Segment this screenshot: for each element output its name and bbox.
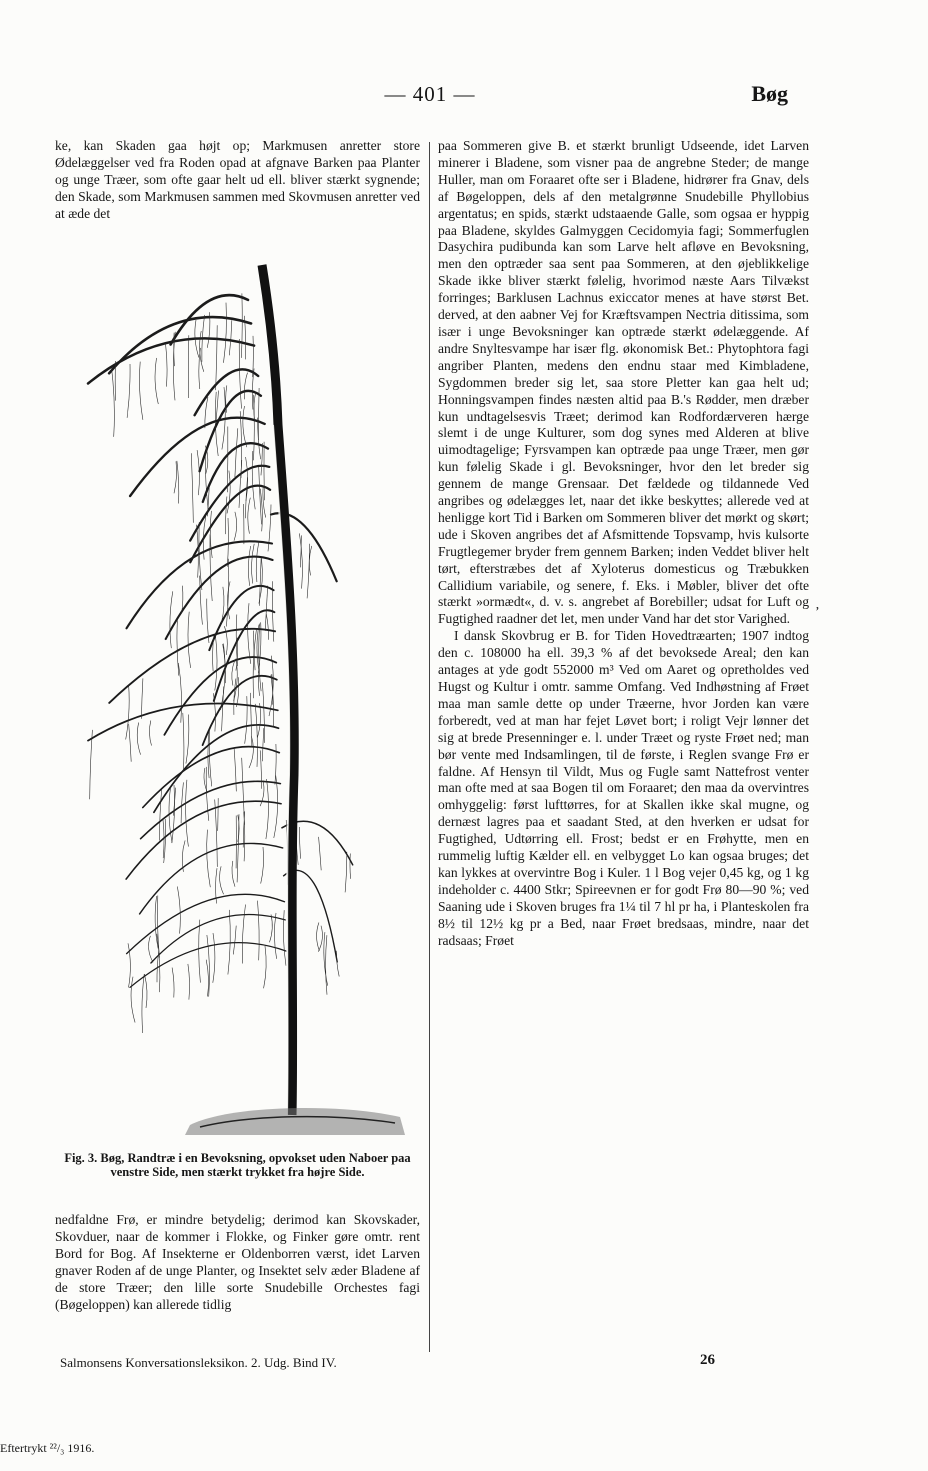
- tree-twig: [241, 293, 242, 358]
- tree-twig: [177, 620, 179, 675]
- tree-twig: [261, 847, 264, 884]
- reprint-note: Eftertrykt ²²/₃ 1916.: [0, 1441, 95, 1455]
- tree-twig: [126, 685, 129, 740]
- tree-twig: [265, 586, 268, 631]
- tree-twig: [253, 336, 254, 377]
- tree-twig: [139, 362, 142, 420]
- tree-twig: [326, 935, 327, 995]
- tree-twig: [250, 693, 252, 748]
- tree-twig: [188, 612, 191, 668]
- tree-twig: [160, 790, 162, 841]
- tree-twig: [254, 395, 255, 461]
- tree-twig: [256, 541, 259, 582]
- tree-twig: [307, 544, 309, 599]
- tree-twig: [237, 814, 239, 882]
- tree-twig: [155, 358, 158, 404]
- tree-twig: [224, 626, 227, 655]
- tree-twig: [215, 800, 218, 867]
- left-bottom-paragraph: nedfaldne Frø, er mindre betydelig; derimod kan Skovskader, Skovduer, naar de kommer i Flokke, og Finker gøre omtr. rent Bord for Bog. Af Insekterne er Oldenborren værst, idet Larven gnaver Roden af de unge Planter, og Insektet selv æder Bladene af de store Træer; den lille sorte Snudebille Orchestes fagi (Bøgeloppen) kan allerede tidlig: [55, 1212, 420, 1312]
- tree-twig: [248, 498, 251, 534]
- tree-twig: [186, 780, 189, 847]
- tree-twig: [255, 704, 257, 767]
- tree-branch: [109, 317, 251, 373]
- tree-twig: [177, 887, 180, 934]
- tree-twig: [177, 461, 179, 504]
- tree-branch: [154, 725, 279, 812]
- tree-twig: [318, 926, 322, 952]
- tree-twig: [300, 827, 301, 859]
- tree-twig: [142, 974, 144, 1033]
- tree-twig: [204, 768, 208, 793]
- tree-twig: [252, 544, 255, 584]
- tree-branch: [140, 843, 283, 913]
- tree-twig: [127, 364, 130, 418]
- tree-twig: [210, 534, 212, 601]
- tree-twig: [215, 634, 217, 690]
- left-column-top-text: [55, 138, 420, 223]
- tree-twig: [174, 461, 177, 493]
- running-head: Bøg: [751, 81, 788, 106]
- tree-twig: [274, 913, 276, 959]
- figure-caption: Fig. 3. Bøg, Randtræ i en Bevoksning, opvokset uden Naboer paa venstre Side, men stærkt trykket fra højre Side.: [64, 1151, 411, 1179]
- tree-twig: [274, 775, 278, 838]
- tree-twig: [207, 830, 211, 888]
- tree-twig: [283, 910, 286, 966]
- tree-twig: [270, 915, 273, 943]
- sheet-number: 26: [700, 1352, 715, 1368]
- tree-branch: [151, 914, 285, 963]
- tree-twig: [209, 729, 211, 786]
- tree-twig: [239, 339, 241, 409]
- tree-twig: [226, 559, 228, 627]
- right-paragraph-2: I dansk Skovbrug er B. for Tiden Hovedtræarten; 1907 indtog den c. 108000 ha ell. 39,3 % af det bevoksede Areal; den kan antages at yde godt 552000 m³ Ved om Aaret og opretholdes ved Hugst og Kultur i omtr. samme Omfang. Ved Indhøstning af Frøet maa man samle dette op under Træerne, hvor Jorden kan være forberedt, ved at man har fejet Løvet bort; i roligt Vejr lønner det sig at brede Presenninger e. l. under Træet og ryste Frøet ned; man bør vente med Indsamlingen, til de første, i Reglen svange Frø er faldne. Af Hensyn til Vildt, Mus og Fugle samt Nattefrost venter man ofte med at saa Bogen til om Foraaret; den maa da overvintres omhyggelig: først lufttørres, for at Skallen ikke skal mugne, og dernæst lagres paa et saadant Sted, at den hverken er udsat for Fugtighed, Udtørring ell. Frost; bedst er en Frøhytte, men en rummelig luftig Kælder ell. en velbygget Lo kan ogsaa bruges; det kan lykkes at overvintre Bog i Kuler. 1 l Bog vejer 0,45 kg, og 1 kg indeholder c. 4400 Stkr; Spireevnen er for godt Frø 80—90 %; ved Saaning ude i Skoven bruges fra 1¼ til 7 hl pr ha, i Planteskolen fra 8½ til 12½ kg pr a Bed, naar Frøet bredsaas, mindre, naar det radsaas; Frøet: [438, 628, 809, 948]
- tree-twig: [266, 779, 269, 839]
- tree-twig: [170, 591, 173, 648]
- tree-twig: [244, 373, 247, 400]
- tree-twig: [181, 782, 183, 823]
- tree-twig: [258, 418, 261, 460]
- tree-twig: [232, 660, 235, 685]
- ground-mound: [185, 1108, 405, 1135]
- tree-twig: [144, 974, 147, 1008]
- tree-twig: [257, 703, 260, 738]
- column-divider: [429, 142, 430, 1352]
- tree-twig: [261, 443, 263, 475]
- tree-twig: [248, 546, 250, 586]
- tree-twig: [199, 920, 201, 983]
- tree-twig: [258, 901, 260, 961]
- tree-twig: [258, 388, 259, 440]
- tree-twig: [262, 728, 263, 761]
- tree-twig: [243, 406, 247, 447]
- tree-twig: [186, 715, 189, 764]
- tree-twig: [112, 368, 115, 437]
- tree-twig: [222, 687, 224, 732]
- tree-twig: [213, 933, 215, 983]
- left-column-bottom-text: [55, 1212, 420, 1313]
- tree-twig: [206, 960, 208, 997]
- tree-branch: [126, 801, 281, 879]
- tree-twig: [319, 837, 322, 870]
- tree-twig: [260, 780, 264, 806]
- tree-twig: [228, 910, 230, 975]
- tree-twig: [218, 798, 219, 831]
- tree-twig: [166, 344, 168, 387]
- tree-twig: [268, 505, 271, 552]
- tree-twig: [260, 750, 261, 788]
- tree-twig: [137, 723, 140, 755]
- tree-twig: [220, 866, 224, 894]
- tree-twig: [248, 603, 251, 664]
- tree-twig: [337, 951, 340, 977]
- tree-twig: [172, 968, 174, 998]
- tree-branch: [203, 443, 268, 502]
- tree-branch: [130, 418, 265, 496]
- footer-source: Salmonsens Konversationsleksikon. 2. Udg. Bind IV.: [60, 1355, 337, 1370]
- tree-twig: [249, 736, 253, 768]
- tree-twig: [264, 946, 267, 988]
- tree-twig: [229, 320, 232, 355]
- tree-twig: [266, 614, 268, 640]
- tree-branch: [130, 943, 286, 988]
- tree-twig: [188, 964, 190, 1000]
- tree-branch: [203, 676, 277, 745]
- tree-twig: [242, 905, 245, 964]
- tree-twig: [183, 713, 184, 772]
- tree-twig: [206, 767, 209, 821]
- tree-branch: [88, 703, 278, 740]
- page-number: — 401 —: [384, 82, 476, 106]
- tree-twig: [225, 497, 227, 535]
- tree-twig: [317, 923, 320, 951]
- tree-twig: [210, 511, 212, 558]
- tree-twig: [197, 450, 199, 495]
- left-top-paragraph: ke, kan Skaden gaa højt op; Markmusen anretter store Ødelæggelser ved fra Roden opad at afgnave Barken paa Planter og unge Træer, som ofte gaar helt ud ell. bliver stærkt sygnende; den Skade, som Markmusen sammen med Skovmusen anretter ved at æde det: [55, 138, 420, 221]
- tree-twig: [235, 428, 238, 477]
- tree-twig: [216, 325, 218, 390]
- tree-branch: [209, 586, 273, 650]
- tree-drawing: [80, 255, 410, 1140]
- right-paragraph-1: paa Sommeren give B. et stærkt brunligt Udseende, idet Larven minerer i Bladene, som visner paa de angrebne Steder; de mange Huller, man om Foraaret ofte ser i Bladene, hidrører fra Gnav, dels af Bøgeloppen, dels af den metalgrønne Snudebille Phyllobius argentatus; en spids, stærkt udstaaende Galle, som ogsaa er hyppig paa Bladene, skyldes Galmyggen Cecidomyia fagi; Sommerfuglen Dasychira pudibunda kan som Larve helt afløve en Bevoksning, men den optræder saa sent paa Sommeren, at den øjeblikkelige Skade ikke bliver stærkt følelig, hvorimod næste Aars Tilvækst forringes; Barklusen Lachnus exiccator menes at have størst Bet. derved, at den aabner Vej for Kræftsvampen Nectria ditissima, som især i unge Bevoksninger kan optræde stærkt ødelæggende. Af andre Snyltesvampe har især flg. økonomisk Bet.: Phytophtora fagi angriber Planten, medens den endnu staar med Kimbladene, Sygdommen breder sig let, saa store Pletter kan gaa helt ud; Honningsvampen findes næsten altid paa B.'s Rødder, men dræber kun undtagelsesvis Træet; derimod kan Rodfordærveren hærge slemt i de unge Kulturer, som dog synes med Alderen at blive uimodtagelige; Fyrsvampen kan optræde paa unge Træer, men gør kun følelig Skade i gl. Bevoksninger, hvor den let breder sig gennem de mange Grensaar. Det fældede og tildannede Ved angribes og ødelægges let, naar det ikke beskyttes; allerede ved at henligge kort Tid i Barken om Sommeren bliver det mørkt og skørt; ude i Skoven angribes det af Afsmittende Topsvamp, hvis kulsorte Frugtlegemer bryder frem gennem Barken; inden Veddet bliver helt tørt, efterstræbes det af Xyloterus domesticus og Træbukken Callidium variabile, og senere, f. Eks. i Møbler, bliver det ofte stærkt »ormædt«, d. v. s. angrebet af Borebiller; udsat for Luft og Fugtighed raadner det let, men under Vand har det stor Varighed.: [438, 138, 809, 627]
- tree-twig: [129, 724, 132, 762]
- right-column-text: [438, 138, 809, 950]
- tree-twig: [234, 512, 237, 541]
- tree-twig: [224, 303, 227, 363]
- tree-twig: [141, 678, 143, 718]
- tree-twig: [178, 663, 181, 723]
- tree-twig: [199, 522, 202, 590]
- tree-twig: [232, 861, 235, 887]
- tree-twig: [233, 926, 236, 955]
- tree-twig: [149, 721, 151, 746]
- tree-twig: [245, 696, 247, 744]
- tree-twig: [191, 453, 193, 523]
- tree-branch: [190, 486, 270, 563]
- tree-twig: [234, 748, 236, 791]
- tree-twig: [350, 854, 351, 879]
- margin-mark: ʼ: [815, 605, 820, 620]
- tree-twig: [239, 460, 242, 508]
- tree-twig: [216, 391, 218, 420]
- tree-twig: [149, 936, 153, 962]
- tree-branch: [109, 629, 275, 703]
- tree-twig: [345, 852, 347, 893]
- tree-twig: [227, 427, 228, 493]
- tree-twig: [208, 729, 209, 778]
- tree-branch: [200, 391, 261, 471]
- beech-tree-illustration: [80, 255, 410, 1140]
